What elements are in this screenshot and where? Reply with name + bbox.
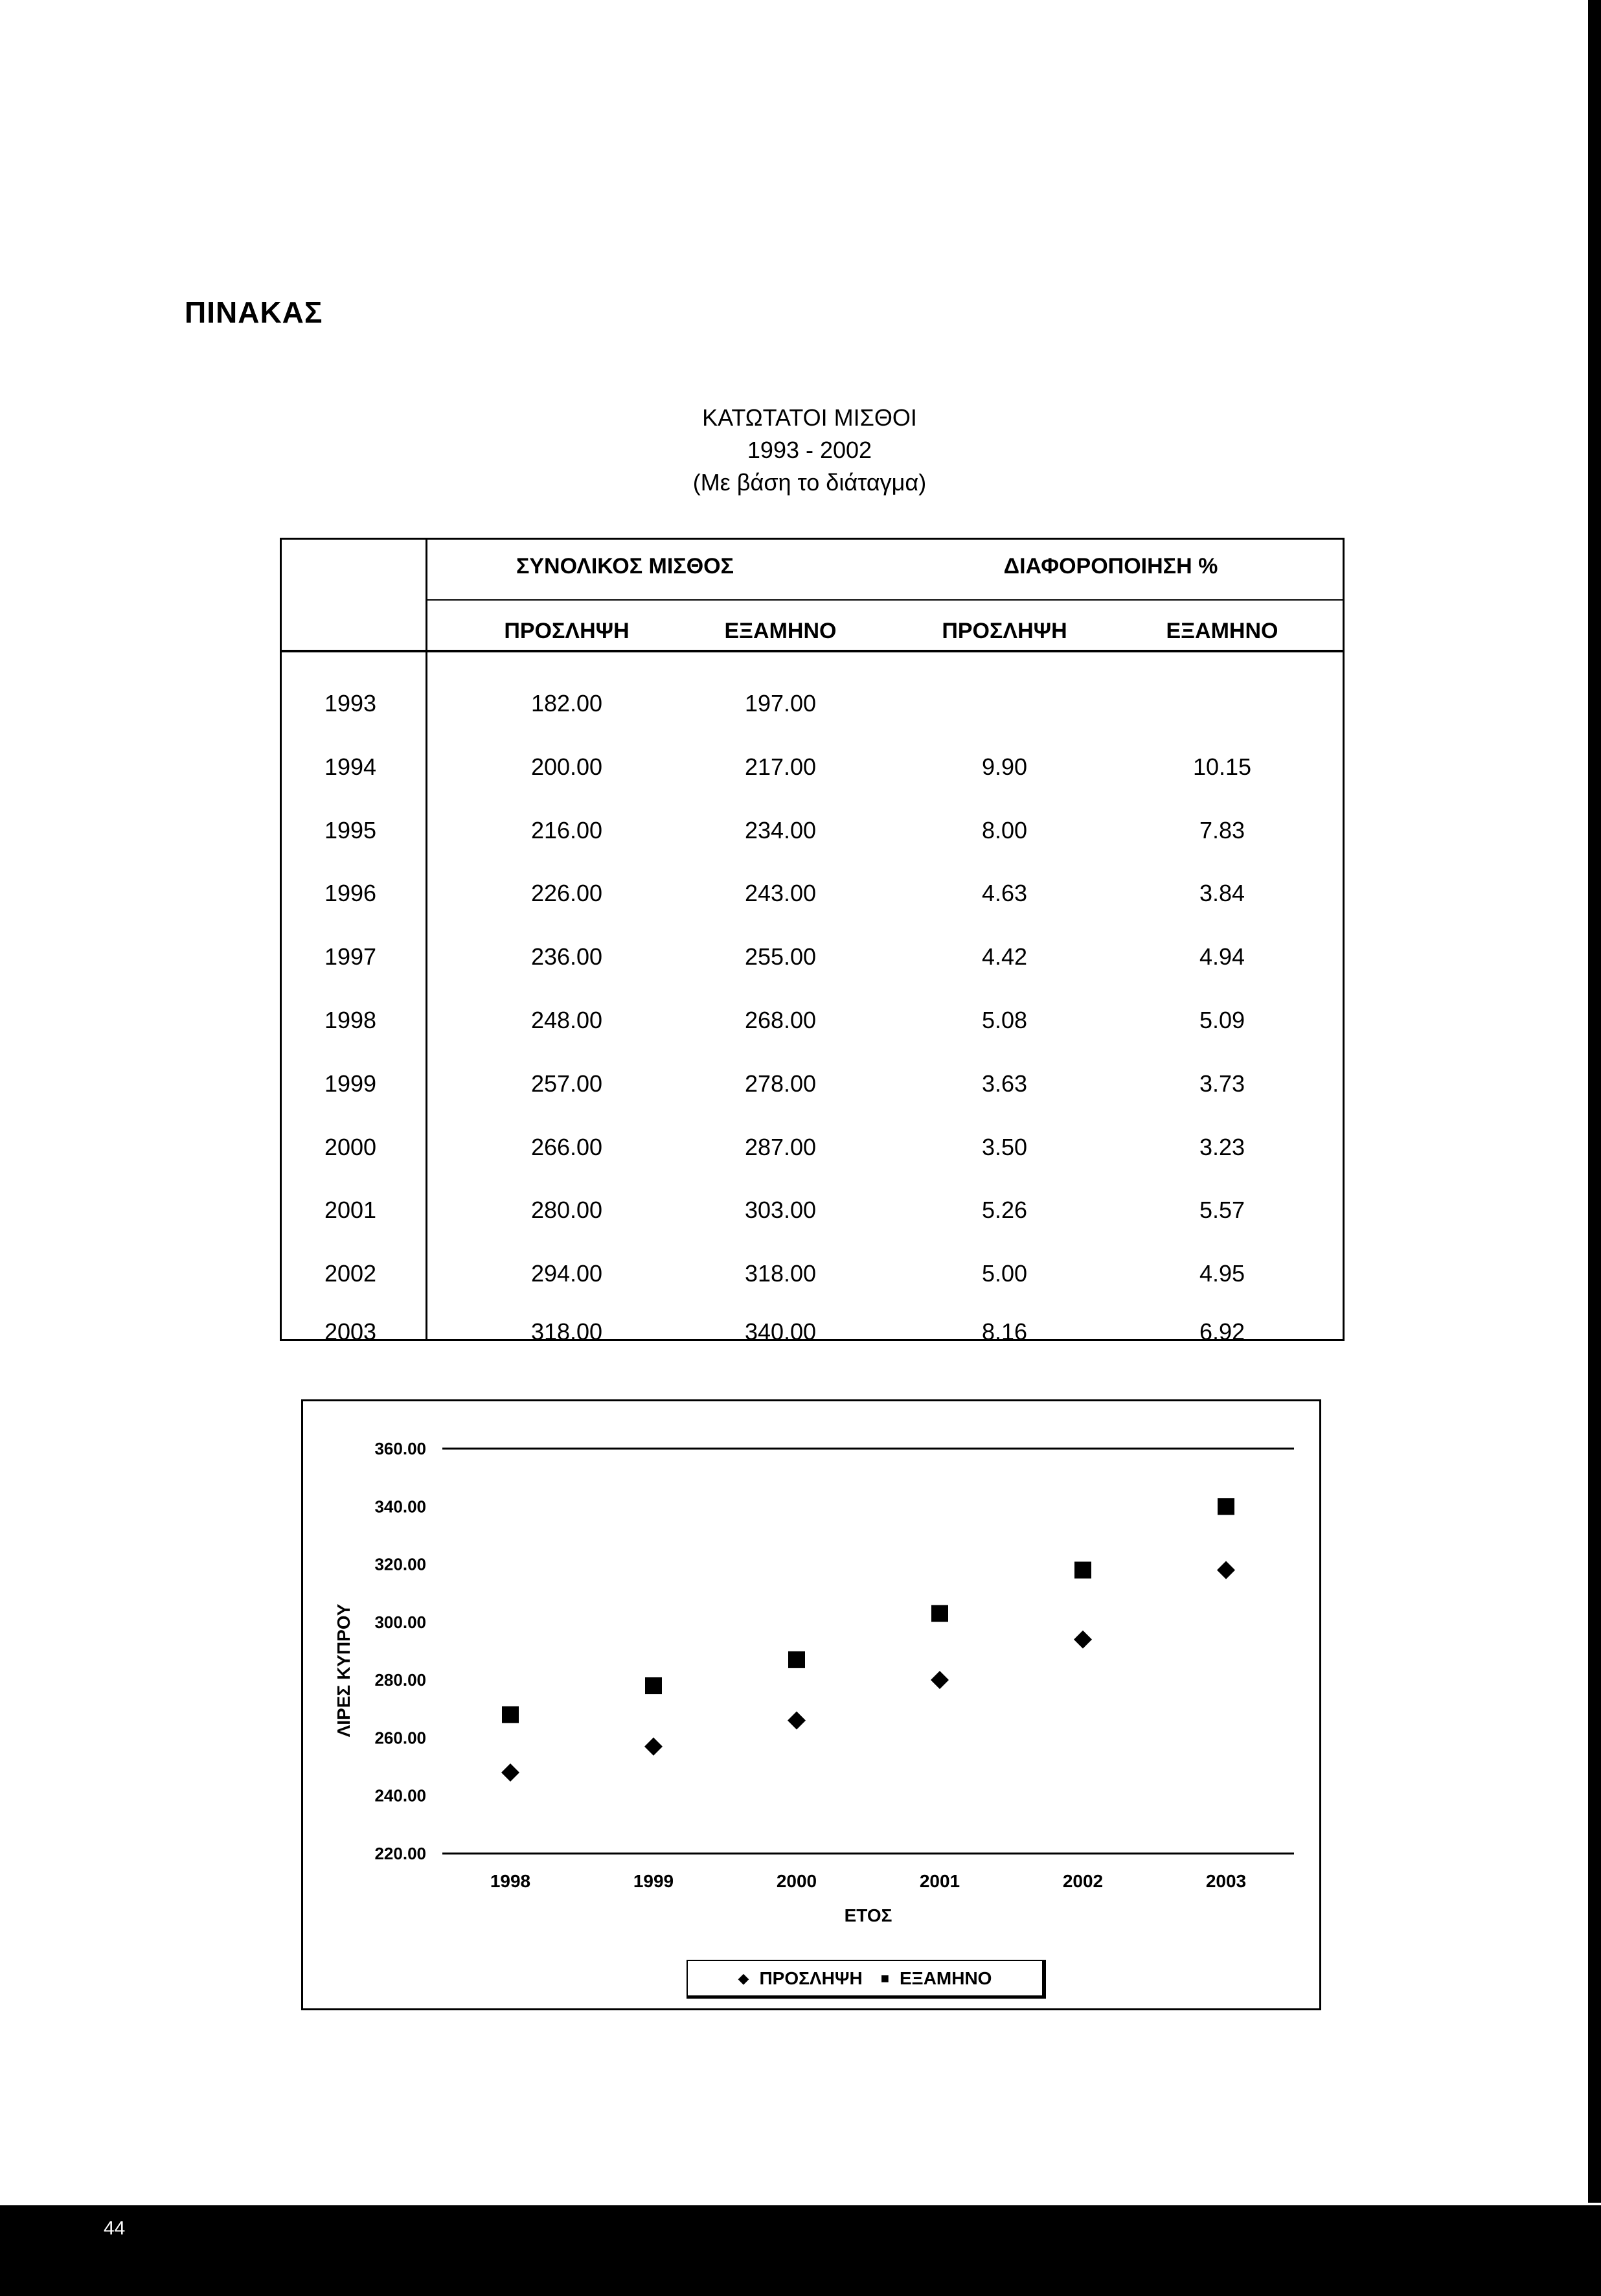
- cell-hire-pct: 4.63: [981, 880, 1028, 907]
- cell-hire-pct: 9.90: [981, 753, 1028, 780]
- diamond-icon: ◆: [738, 1969, 749, 1986]
- page-heading: ΠΙΝΑΚΑΣ: [185, 295, 323, 329]
- x-tick-label: 1999: [633, 1871, 674, 1891]
- point-hire: [1074, 1631, 1092, 1649]
- subheader-six-month: ΕΞΑΜΗΝΟ: [724, 619, 837, 643]
- cell-six-month: 234.00: [744, 816, 817, 844]
- x-tick-label: 2001: [919, 1871, 960, 1891]
- subheader-six-month-pct: ΕΞΑΜΗΝΟ: [1166, 619, 1278, 643]
- x-axis-label: ΕΤΟΣ: [844, 1905, 892, 1925]
- footer-bar: [0, 2205, 1601, 2296]
- y-tick-label: 260.00: [374, 1728, 426, 1748]
- y-tick-label: 360.00: [374, 1439, 426, 1458]
- cell-hire: 257.00: [530, 1070, 603, 1097]
- cell-six-month: 303.00: [744, 1197, 817, 1224]
- y-tick-label: 320.00: [374, 1554, 426, 1574]
- cell-hire-pct: 5.08: [981, 1007, 1028, 1033]
- point-six-month: [645, 1677, 662, 1694]
- y-tick-label: 300.00: [374, 1612, 426, 1632]
- point-hire: [501, 1763, 519, 1782]
- cell-year: 1994: [324, 753, 377, 780]
- cell-six-month: 318.00: [744, 1260, 817, 1287]
- cell-hire: 280.00: [530, 1197, 603, 1224]
- cell-six-month-pct: 3.84: [1199, 880, 1245, 907]
- cell-hire-pct: 8.16: [981, 1318, 1028, 1345]
- cell-hire: 294.00: [530, 1260, 603, 1287]
- scan-edge: [1588, 0, 1601, 2203]
- cell-year: 1997: [324, 943, 377, 970]
- cell-hire-pct: 8.00: [981, 816, 1028, 844]
- cell-six-month: 278.00: [744, 1070, 817, 1097]
- cell-six-month-pct: 6.92: [1199, 1318, 1245, 1345]
- point-hire: [788, 1712, 806, 1730]
- cell-six-month-pct: 10.15: [1192, 753, 1252, 780]
- title-line-1: ΚΑΤΩΤΑΤΟΙ ΜΙΣΘΟΙ: [702, 404, 917, 431]
- cell-six-month-pct: 3.23: [1199, 1133, 1245, 1160]
- cell-year: 2002: [324, 1260, 377, 1287]
- header-change-percent: ΔΙΑΦΟΡΟΠΟΙΗΣΗ %: [1003, 554, 1218, 579]
- cell-six-month: 340.00: [744, 1318, 817, 1345]
- y-tick-label: 340.00: [374, 1497, 426, 1517]
- cell-six-month: 268.00: [744, 1007, 817, 1033]
- cell-year: 2001: [324, 1197, 377, 1224]
- wage-chart: [301, 1399, 1321, 2010]
- y-tick-label: 240.00: [374, 1785, 426, 1806]
- table-title: [583, 402, 1036, 499]
- cell-hire: 216.00: [530, 816, 603, 844]
- cell-year: 1999: [324, 1070, 377, 1097]
- page-number: 44: [104, 2218, 126, 2239]
- title-line-2: 1993 - 2002: [747, 437, 872, 463]
- cell-hire-pct: 3.63: [981, 1070, 1028, 1097]
- cell-hire-pct: 5.26: [981, 1197, 1028, 1224]
- cell-year: 2000: [324, 1133, 377, 1160]
- header-total-wage: ΣΥΝΟΛΙΚΟΣ ΜΙΣΘΟΣ: [516, 554, 734, 579]
- table-divider-vertical: [426, 540, 427, 1339]
- chart-legend: [687, 1960, 1046, 1999]
- cell-six-month-pct: 3.73: [1199, 1070, 1245, 1097]
- legend-label-hire: ΠΡΟΣΛΗΨΗ: [759, 1968, 863, 1988]
- cell-six-month-pct: 5.57: [1199, 1197, 1245, 1224]
- subheader-hire: ΠΡΟΣΛΗΨΗ: [504, 619, 630, 643]
- legend-item-six-month: [881, 1968, 992, 1989]
- cell-hire: 248.00: [530, 1007, 603, 1033]
- point-six-month: [788, 1651, 805, 1668]
- x-tick-label: 2002: [1062, 1871, 1104, 1891]
- cell-year: 1995: [324, 816, 377, 844]
- point-hire: [644, 1738, 663, 1756]
- cell-six-month-pct: 4.94: [1199, 943, 1245, 970]
- cell-hire: 318.00: [530, 1318, 603, 1345]
- x-tick-label: 2000: [776, 1871, 817, 1891]
- cell-year: 1998: [324, 1007, 377, 1033]
- y-axis-label: ΛΙΡΕΣ ΚΥΠΡΟΥ: [334, 1603, 354, 1738]
- cell-year: 1996: [324, 880, 377, 907]
- point-hire: [1217, 1561, 1235, 1579]
- cell-hire: 266.00: [530, 1133, 603, 1160]
- cell-six-month: 243.00: [744, 880, 817, 907]
- table-divider-subheader: [426, 599, 1343, 601]
- cell-hire: 182.00: [530, 690, 603, 717]
- point-six-month: [502, 1706, 519, 1723]
- cell-six-month-pct: 4.95: [1199, 1260, 1245, 1287]
- cell-hire-pct: 5.00: [981, 1260, 1028, 1287]
- cell-hire-pct: 3.50: [981, 1133, 1028, 1160]
- legend-item-hire: [738, 1968, 863, 1989]
- cell-six-month: 217.00: [744, 753, 817, 780]
- point-six-month: [931, 1605, 948, 1622]
- legend-label-six-month: ΕΞΑΜΗΝΟ: [900, 1968, 992, 1988]
- point-six-month: [1218, 1498, 1234, 1515]
- chart-svg: [303, 1401, 1323, 2012]
- cell-six-month-pct: 5.09: [1199, 1007, 1245, 1033]
- cell-six-month: 197.00: [744, 690, 817, 717]
- cell-hire: 200.00: [530, 753, 603, 780]
- title-line-3: (Με βάση το διάταγμα): [692, 469, 927, 496]
- subheader-hire-pct: ΠΡΟΣΛΗΨΗ: [942, 619, 1067, 643]
- point-six-month: [1074, 1562, 1091, 1579]
- y-tick-label: 280.00: [374, 1670, 426, 1690]
- cell-year: 1993: [324, 690, 377, 717]
- cell-six-month: 287.00: [744, 1133, 817, 1160]
- cell-hire-pct: 4.42: [981, 943, 1028, 970]
- cell-year: 2003: [324, 1318, 377, 1345]
- x-tick-label: 2003: [1205, 1871, 1247, 1891]
- table-divider-header: [282, 650, 1343, 652]
- y-tick-label: 220.00: [374, 1844, 426, 1863]
- x-tick-label: 1998: [490, 1871, 531, 1891]
- cell-hire: 236.00: [530, 943, 603, 970]
- square-icon: ■: [880, 1969, 889, 1986]
- cell-six-month-pct: 7.83: [1199, 816, 1245, 844]
- point-hire: [931, 1671, 949, 1689]
- cell-hire: 226.00: [530, 880, 603, 907]
- wage-table: [280, 538, 1345, 1345]
- cell-six-month: 255.00: [744, 943, 817, 970]
